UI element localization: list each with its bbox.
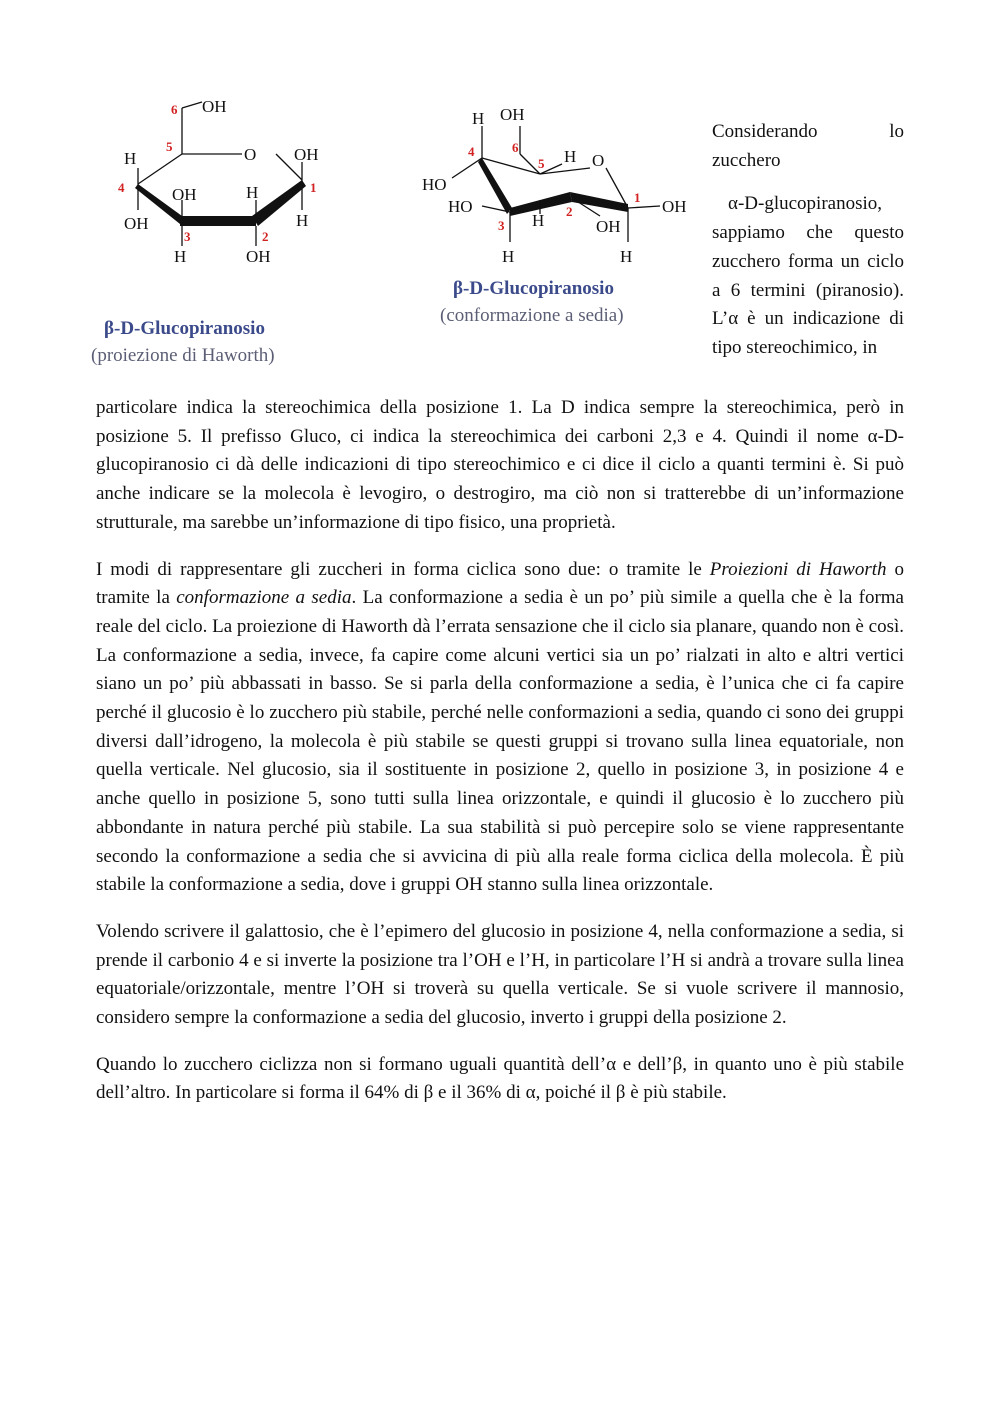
paragraph-4: Quando lo zucchero ciclizza non si formano uguali quantità dell’α e dell’β, in quanto uno è più stabile dell’altro. In particolare si forma il 64% di β e il 36% di α, poiché il β è più stabile. xyxy=(96,1053,904,1104)
atom-oh-top: OH xyxy=(202,97,227,116)
chair-atom-h-c3-down: H xyxy=(502,247,515,266)
chair-caption-subtitle: (conformazione a sedia) xyxy=(440,305,624,326)
carbon-number-1: 1 xyxy=(310,180,317,195)
atom-o-ring: O xyxy=(244,145,257,164)
chair-number-4: 4 xyxy=(468,144,475,159)
haworth-figure xyxy=(80,88,340,378)
carbon-number-4: 4 xyxy=(118,180,125,195)
atom-h-c2-up: H xyxy=(246,183,259,202)
haworth-structure xyxy=(80,88,340,378)
side-text-line-1: Considerando lo xyxy=(712,121,904,142)
chair-structure xyxy=(412,96,704,336)
paragraph-1: particolare indica la stereochimica della posizione 1. La D indica sempre la stereochimica, però in posizione 5. Il prefisso Gluco, ci indica la stereochimica dei carboni 2,3 e 4. Quindi il nome α-D-glucopiranosio ci dà delle indicazioni di tipo stereochimico e ci dice il ciclo a quanti termini è. Si può anche indicare se la molecola è levogiro, o destrogiro, ma ciò non si tratterebbe di un’informazione strutturale, ma sarebbe un’informazione di tipo fisico, una proprietà. xyxy=(96,397,904,533)
haworth-caption-subtitle: (proiezione di Haworth) xyxy=(91,345,275,366)
chair-number-5: 5 xyxy=(538,156,545,171)
chair-atom-h-c5: H xyxy=(564,147,577,166)
document-body xyxy=(96,394,904,1126)
atom-oh-c2: OH xyxy=(246,247,271,266)
paragraph-3: Volendo scrivere il galattosio, che è l’epimero del glucosio in posizione 4, nella conformazione a sedia, si prende il carbonio 4 e si inverte la posizione tra l’OH e l’H, in particolare l’H si andrà a trovare sulla linea equatoriale/orizzontale, mentre l’OH si troverà su quella verticale. Se si vuole scrivere il mannosio, considero sempre la conformazione a sedia del glucosio, inverto i gruppi della posizione 2. xyxy=(96,920,904,1029)
carbon-number-6: 6 xyxy=(171,102,178,117)
atom-h-c1: H xyxy=(296,211,309,230)
atom-oh-c3-up: OH xyxy=(172,185,197,204)
chair-caption-title: β-D-Glucopiranosio xyxy=(453,278,614,299)
carbon-number-3: 3 xyxy=(184,229,191,244)
haworth-caption-title: β-D-Glucopiranosio xyxy=(104,318,265,339)
atom-oh-c4: OH xyxy=(124,214,149,233)
chair-atom-oh-c2: OH xyxy=(596,217,621,236)
chair-number-6: 6 xyxy=(512,140,519,155)
chair-atom-oh-c1: OH xyxy=(662,197,687,216)
chair-atom-ho-c3: HO xyxy=(448,197,473,216)
atom-h-c3: H xyxy=(174,247,187,266)
paragraph-2-emphasis-sedia: conformazione a sedia xyxy=(176,587,352,609)
paragraph-2 xyxy=(96,556,904,900)
chair-atom-o-ring: O xyxy=(592,151,605,170)
chair-atom-h-c1-down: H xyxy=(620,247,633,266)
chair-number-1: 1 xyxy=(634,190,641,205)
side-text-paragraph: α-D-glucopiranosio, sappiamo che questo zucchero forma un ciclo a 6 termini (piranosio). L’α è un indicazione di tipo stereochimico, in xyxy=(712,193,904,358)
paragraph-2-emphasis-haworth: Proiezioni di Haworth xyxy=(709,558,887,580)
carbon-number-2: 2 xyxy=(262,229,269,244)
atom-oh-c1: OH xyxy=(294,145,319,164)
side-text-column xyxy=(712,118,904,363)
paragraph-2-part-b: o tramite la xyxy=(96,558,904,609)
side-text-line-2: zucchero xyxy=(712,149,781,171)
atom-h-c4: H xyxy=(124,149,137,168)
chair-atom-h-top: H xyxy=(472,109,485,128)
paragraph-2-part-a: I modi di rappresentare gli zuccheri in forma ciclica sono due: o tramite le xyxy=(96,558,710,580)
chair-atom-ho-c4: HO xyxy=(422,175,447,194)
chair-number-2: 2 xyxy=(566,204,573,219)
chair-atom-oh-top: OH xyxy=(500,105,525,124)
chair-figure xyxy=(412,96,704,336)
chair-atom-h-c3-ax: H xyxy=(532,211,545,230)
paragraph-2-part-c: . La conformazione a sedia è un po’ più simile a quella che è la forma reale del ciclo. La proiezione di Haworth dà l’errata sensazione che il ciclo sia planare, quando non è così. La conformazione a sedia, invece, fa capire come alcuni vertici sia un po’ rialzati in alto e altri vertici siano un po’ più abbassati in basso. Se si parla della conformazione a sedia, è l’unica che ci fa capire perché il glucosio è lo zucchero più stabile, perché nelle conformazioni a sedia, quando ci sono dei gruppi diversi dall’idrogeno, la molecola è più stabile se questi gruppi si trovano sulla linea equatoriale, non quella verticale. Nel glucosio, sia il sostituente in posizione 2, quello in posizione 3, in posizione 4 e anche quello in posizione 5, sono tutti sulla linea orizzontale, e quindi il glucosio è lo zucchero più abbondante in natura perché più stabile. La sua stabilità si può percepire solo se viene rappresentante secondo la conformazione a sedia che si avvicina di più alla reale forma ciclica della molecola. È più stabile la conformazione a sedia, dove i gruppi OH stanno sulla linea orizzontale. xyxy=(96,587,904,896)
chair-number-3: 3 xyxy=(498,218,505,233)
carbon-number-5: 5 xyxy=(166,139,173,154)
